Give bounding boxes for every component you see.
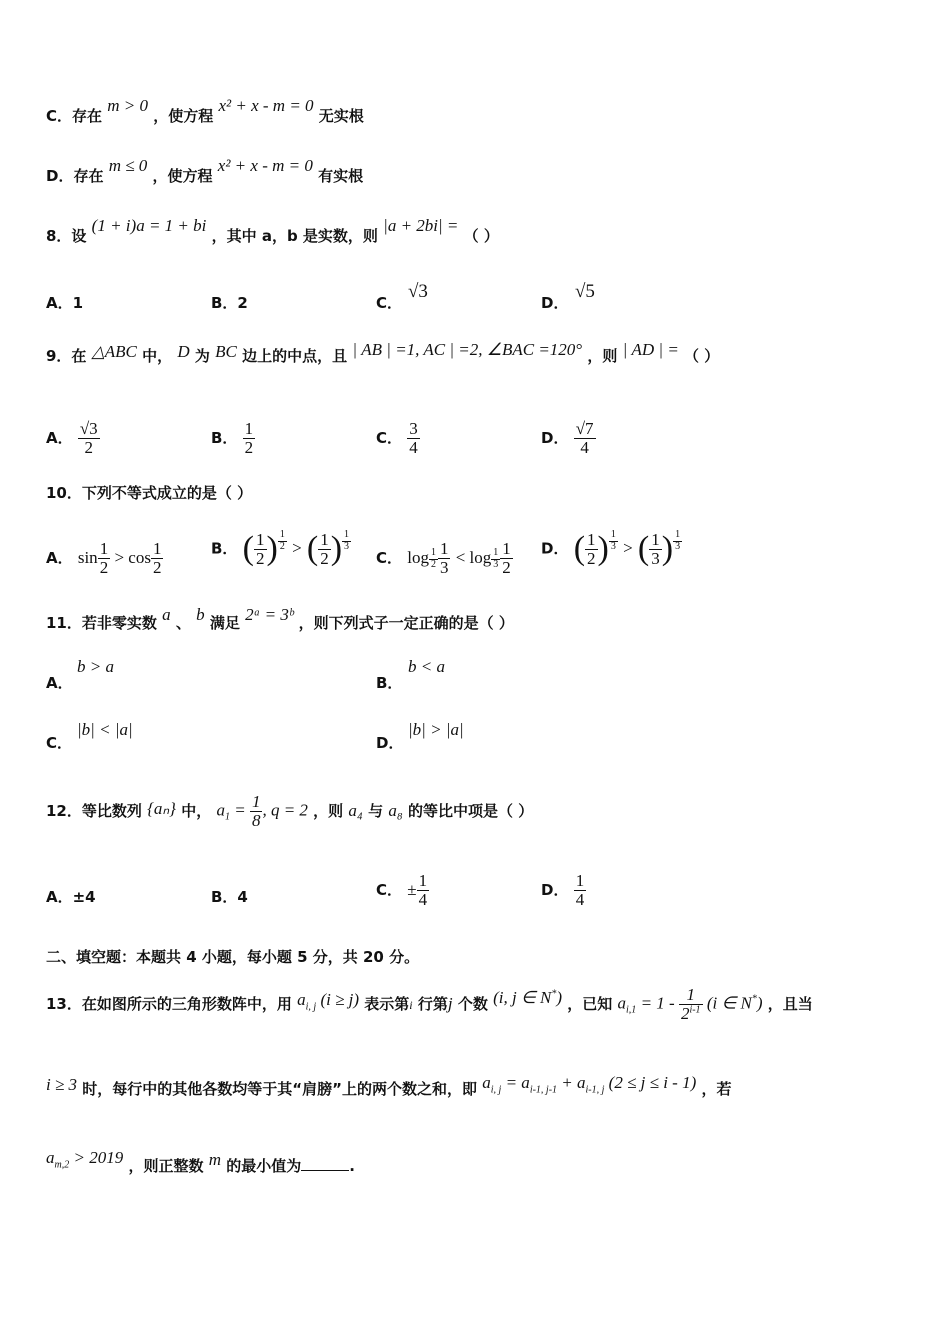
q12-sequence: {aₙ} — [147, 798, 176, 818]
q8-option-d: D． — [541, 294, 569, 312]
q8-option-b: B．2 — [211, 294, 248, 312]
q12-text-4: 的等比中项是（ ） — [407, 801, 534, 820]
q9-text-2: 为 — [194, 347, 210, 365]
q11-option-a: A． — [46, 674, 73, 692]
q8-option-c-value: √3 — [408, 281, 428, 302]
q9-ask: | AD | = — [622, 340, 679, 359]
q8-mid: ，其中 a，b 是实数，则 — [211, 227, 378, 245]
q12-text-2: ，则 — [313, 801, 344, 820]
q11-a-value: b > a — [77, 657, 114, 676]
q7-d-label: D．存在 — [46, 167, 104, 185]
q11-d-value: |b| > |a| — [408, 720, 464, 739]
q11-option-d: D． — [376, 734, 404, 752]
q12-text-3: 与 — [368, 801, 384, 820]
q12-option-c: C． ± $\frac{1}{4}$ — [376, 871, 428, 909]
q13-line-2: i ≥ 3 时，每行中的其他各数均等于其“肩膀”上的两个数之和，即 $a_{i, j} = a_{i-1, j-1} + a_{i-1, j}$ (2 ≤ j ≤ i - 1) ，若 — [46, 1073, 732, 1098]
q11-option-b: B． — [376, 674, 403, 692]
q8-option-d-value: √5 — [575, 281, 595, 302]
q11-prefix: 11．若非零实数 — [46, 614, 157, 632]
q9-d-frac: $\frac{√7}{4}$ — [575, 419, 594, 457]
q12-option-b: B．4 — [211, 888, 248, 906]
q9-triangle: △ABC — [91, 342, 137, 361]
q7-d-eq: x² + x - m = 0 — [217, 156, 313, 175]
q7-option-c — [46, 96, 364, 126]
q9-a-frac: $\frac{√3}{2}$ — [79, 419, 98, 457]
q8-option-a: A．1 — [46, 294, 84, 312]
q9-stem — [46, 340, 720, 366]
q7-c-end: 无实根 — [318, 107, 364, 125]
q9-option-d: D． $\frac{√7}{4}$ — [541, 419, 594, 457]
q7-c-eq: x² + x - m = 0 — [218, 96, 314, 115]
q9-point-d: D — [177, 342, 190, 361]
q11-sep: 、 — [175, 614, 191, 632]
q12-option-d: D． $\frac{1}{4}$ — [541, 871, 585, 909]
q11-var-b: b — [196, 605, 205, 624]
q9-condition: | AB | =1, AC | =2, ∠BAC =120° — [352, 340, 583, 359]
q7-d-mid: ，使方程 — [152, 167, 213, 185]
q8-given: (1 + i)a = 1 + bi — [91, 216, 207, 235]
q7-option-d — [46, 156, 364, 186]
q10-stem: 10．下列不等式成立的是（ ） — [46, 484, 253, 502]
q9-text-4: ，则 — [587, 347, 618, 365]
q9-segment-bc: BC — [215, 342, 237, 361]
q10-option-b: B． ( $\frac{1}{2}$ ) $\frac{1}{2}$ > ( $\frac{1}{2}$ ) $\frac{1}{3}$ — [211, 529, 350, 568]
q8-stem — [46, 216, 499, 246]
q9-prefix: 9．在 — [46, 347, 87, 365]
q12-stem — [46, 793, 533, 830]
q7-d-cond: m ≤ 0 — [108, 156, 148, 175]
q9-option-a: A． $\frac{√3}{2}$ — [46, 419, 98, 457]
q12-a4: a₄ — [348, 800, 363, 820]
q11-text-1: 满足 — [209, 614, 240, 632]
q12-option-a: A．±4 — [46, 888, 96, 906]
q13-line-1: 13．在如图所示的三角形数阵中，用 $a_{i, j}$ (i ≥ j) 表示第i 行第j 个数 (i, j ∈ N*) ，已知 $a_{i,1} = 1$ - $\frac{1}{2^{i-1}}$ (i ∈ N*) ，且当 — [46, 985, 813, 1023]
q11-text-2: ，则下列式子一定正确的是（ ） — [298, 614, 514, 632]
q8-paren: （ ） — [463, 227, 499, 245]
q9-text-3: 边上的中点，且 — [242, 347, 348, 365]
q9-option-c: C． $\frac{3}{4}$ — [376, 419, 418, 457]
q13-answer-blank[interactable] — [301, 1158, 349, 1171]
q7-c-cond: m > 0 — [107, 96, 148, 115]
q12-given: $a_1$ = $\frac{1}{8}$ , q = 2 — [216, 792, 308, 830]
q12-prefix: 12．等比数列 — [46, 801, 142, 820]
q7-d-end: 有实根 — [318, 167, 364, 185]
q12-a8: a₈ — [388, 800, 403, 820]
q8-option-c: C． — [376, 294, 403, 312]
q9-b-frac: $\frac{1}{2}$ — [244, 419, 254, 457]
q11-c-value: |b| < |a| — [77, 720, 133, 739]
section-2-heading: 二、填空题：本题共 4 小题，每小题 5 分，共 20 分。 — [46, 948, 420, 966]
q9-paren: （ ） — [684, 347, 720, 365]
q11-b-value: b < a — [408, 657, 445, 676]
q10-option-d: D． ( $\frac{1}{2}$ ) $\frac{1}{3}$ > ( $\frac{1}{3}$ ) $\frac{1}{3}$ — [541, 529, 681, 568]
q11-stem — [46, 605, 514, 633]
q7-c-mid: ，使方程 — [153, 107, 214, 125]
q11-condition: 2ᵃ = 3ᵇ — [245, 605, 294, 624]
q10-option-c: C． log $\frac{1}{2}$ $\frac{1}{3}$ < log $\frac{1}{3}$ $\frac{1}{2}$ — [376, 539, 511, 577]
q8-expr: |a + 2bi| = — [383, 216, 459, 235]
q11-option-c: C． — [46, 734, 73, 752]
q10-option-a: A． sin $\frac{1}{2}$ > cos $\frac{1}{2}$ — [46, 539, 162, 577]
q7-c-label: C．存在 — [46, 107, 103, 125]
q11-var-a: a — [162, 605, 171, 624]
q8-prefix: 8．设 — [46, 227, 87, 245]
q9-c-frac: $\frac{3}{4}$ — [409, 419, 418, 457]
q9-text-1: 中， — [142, 347, 173, 365]
q12-text-1: 中， — [181, 801, 212, 820]
q9-option-b: B． $\frac{1}{2}$ — [211, 419, 254, 457]
q13-line-3: $a_{m,2} > 2019$ ，则正整数 m 的最小值为 . — [46, 1148, 355, 1175]
